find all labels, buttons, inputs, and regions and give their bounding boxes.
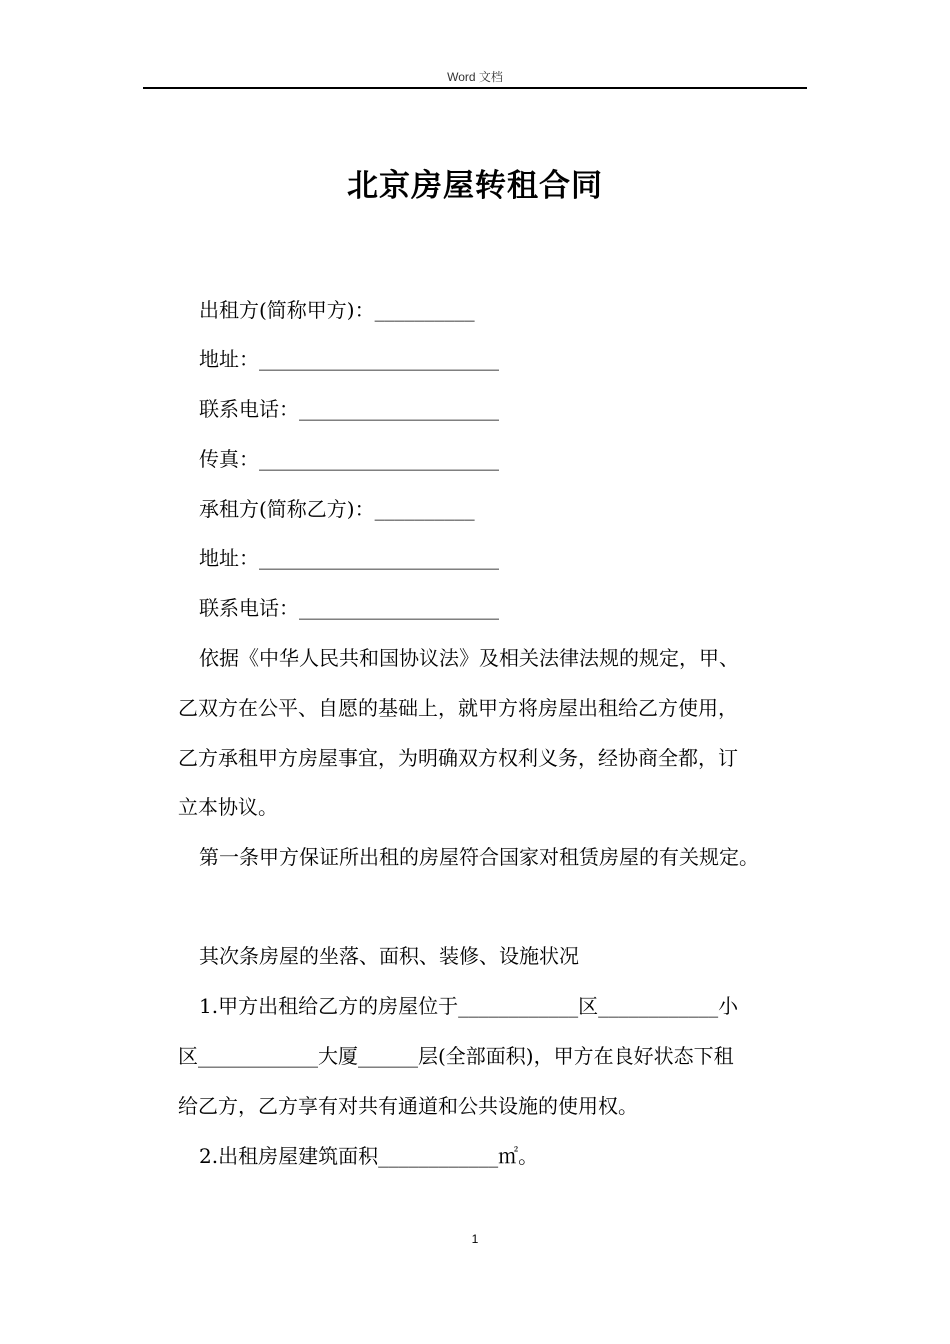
document-title: 北京房屋转租合同 — [347, 168, 603, 204]
page-number: 1 — [471, 1232, 479, 1246]
lessee-address-line: 地址：________________________ — [199, 546, 499, 570]
clause-1-line-2: 区____________大厦______层(全部面积)，甲方在良好状态下租 — [178, 1044, 734, 1068]
header-divider — [143, 87, 807, 89]
page-header: Word 文档 — [447, 70, 503, 84]
lessee-name-line: 承租方(简称乙方)：__________ — [199, 497, 475, 521]
clause-1-line-1: 1.甲方出租给乙方的房屋位于____________区____________小 — [199, 994, 739, 1018]
clause-2-line: 2.出租房屋建筑面积____________㎡。 — [199, 1144, 539, 1168]
lessor-name-line: 出租方(简称甲方)：__________ — [199, 298, 475, 322]
preamble-line-3: 乙方承租甲方房屋事宜，为明确双方权利义务，经协商全都，订 — [178, 746, 738, 770]
lessor-address-line: 地址：________________________ — [199, 347, 499, 371]
lessor-fax-line: 传真：________________________ — [199, 447, 499, 471]
article-2-heading: 其次条房屋的坐落、面积、装修、设施状况 — [199, 944, 579, 968]
lessee-phone-line: 联系电话：____________________ — [199, 596, 499, 620]
lessor-phone-line: 联系电话：____________________ — [199, 397, 499, 421]
preamble-line-4: 立本协议。 — [178, 795, 278, 819]
preamble-line-1: 依据《中华人民共和国协议法》及相关法律法规的规定，甲、 — [199, 646, 739, 670]
clause-1-line-3: 给乙方，乙方享有对共有通道和公共设施的使用权。 — [178, 1094, 638, 1118]
preamble-line-2: 乙双方在公平、自愿的基础上，就甲方将房屋出租给乙方使用， — [178, 696, 738, 720]
article-1-line: 第一条甲方保证所出租的房屋符合国家对租赁房屋的有关规定。 — [199, 845, 759, 869]
